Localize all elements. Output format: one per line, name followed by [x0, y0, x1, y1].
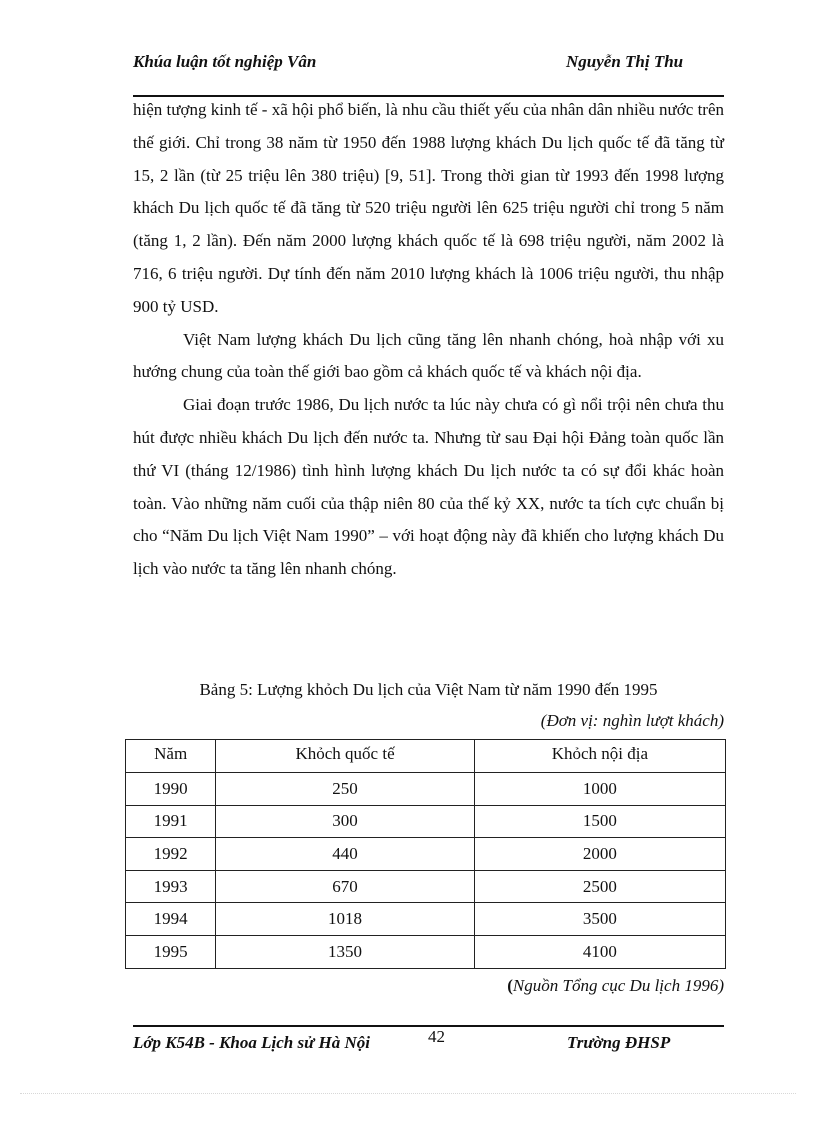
table-header-row	[126, 740, 726, 773]
header-thesis-title: Khúa luận tốt nghiệp Vân	[133, 52, 317, 71]
footer-class-info: Lớp K54B - Khoa Lịch sử Hà Nội	[133, 1033, 371, 1052]
cell-international: 250	[216, 773, 474, 806]
cell-year: 1994	[126, 903, 216, 936]
column-header-international: Khỏch quốc tế	[216, 740, 474, 773]
cell-year: 1992	[126, 838, 216, 871]
column-header-year: Năm	[126, 740, 216, 773]
cell-year: 1990	[126, 773, 216, 806]
cell-year: 1993	[126, 870, 216, 903]
cell-domestic: 2000	[474, 838, 725, 871]
table-row	[126, 773, 726, 806]
footer-university: Trường ĐHSP	[567, 1033, 671, 1052]
cell-domestic: 2500	[474, 870, 725, 903]
table-unit-note: (Đơn vị: nghìn lượt khách)	[540, 711, 724, 730]
cell-domestic: 1500	[474, 805, 725, 838]
page-number: 42	[428, 1027, 445, 1046]
source-open-paren: (	[507, 976, 513, 995]
cell-international: 670	[216, 870, 474, 903]
cell-domestic: 1000	[474, 773, 725, 806]
cell-international: 1018	[216, 903, 474, 936]
cell-domestic: 3500	[474, 903, 725, 936]
page-bottom-edge	[20, 1093, 796, 1094]
cell-international: 440	[216, 838, 474, 871]
cell-year: 1991	[126, 805, 216, 838]
table-row	[126, 870, 726, 903]
source-text: Nguồn Tổng cục Du lịch 1996)	[512, 976, 724, 995]
paragraph-1: hiện tượng kinh tế - xã hội phổ biến, là nhu cầu thiết yếu của nhân dân nhiều nước trên thế giới. Chỉ trong 38 năm từ 1950 đến 1988 lượng khách Du lịch quốc tế đã tăng từ 15, 2 lần (từ 25 triệu lên 380 triệu) [9, 51]. Trong thời gian từ 1993 đến 1998 lượng khách Du lịch quốc tế đã tăng từ 520 triệu người lên 625 triệu người chỉ trong 5 năm (tăng 1, 2 lần). Đến năm 2000 lượng khách quốc tế là 698 triệu người, năm 2002 là 716, 6 triệu người. Dự tính đến năm 2010 lượng khách là 1006 triệu người, thu nhập 900 tỷ USD.	[133, 100, 724, 316]
cell-international: 300	[216, 805, 474, 838]
table-row	[126, 838, 726, 871]
cell-year: 1995	[126, 935, 216, 968]
table-row	[126, 903, 726, 936]
table-row	[126, 935, 726, 968]
paragraph-2: Việt Nam lượng khách Du lịch cũng tăng lên nhanh chóng, hoà nhập với xu hướng chung của toàn thế giới bao gồm cả khách quốc tế và khách nội địa.	[133, 329, 724, 382]
header-author-name: Nguyễn Thị Thu	[566, 52, 684, 71]
table-source-note	[507, 972, 724, 1000]
cell-domestic: 4100	[474, 935, 725, 968]
cell-international: 1350	[216, 935, 474, 968]
tourist-data-table	[125, 739, 726, 969]
column-header-domestic: Khỏch nội địa	[474, 740, 725, 773]
table-caption: Bảng 5: Lượng khỏch Du lịch của Việt Nam từ năm 1990 đến 1995	[199, 680, 658, 699]
body-text	[133, 94, 724, 586]
table-row	[126, 805, 726, 838]
paragraph-3: Giai đoạn trước 1986, Du lịch nước ta lúc này chưa có gì nổi trội nên chưa thu hút được nhiều khách Du lịch đến nước ta. Nhưng từ sau Đại hội Đảng toàn quốc lần thứ VI (tháng 12/1986) tình hình lượng khách Du lịch nước ta có sự đổi khác hoàn toàn. Vào những năm cuối của thập niên 80 của thế kỷ XX, nước ta tích cực chuẩn bị cho “Năm Du lịch Việt Nam 1990” – với hoạt động này đã khiến cho lượng khách Du lịch vào nước ta tăng lên nhanh chóng.	[133, 395, 724, 579]
